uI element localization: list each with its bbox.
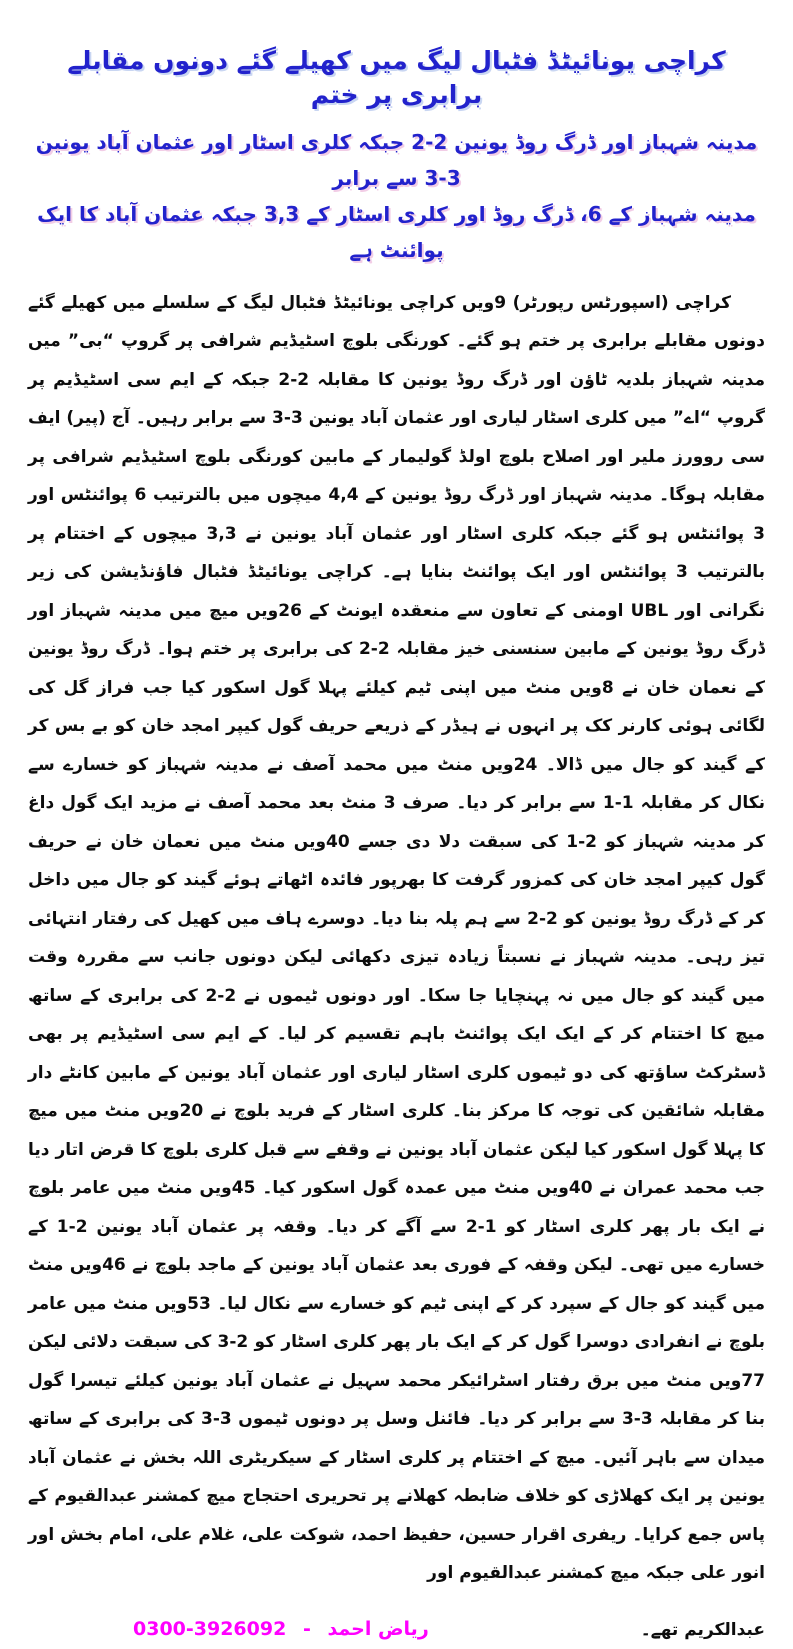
signature-separator: - — [303, 1618, 311, 1640]
article-body-text: کراچی (اسپورٹس رپورٹر) 9ویں کراچی یونائیٹڈ فٹبال لیگ کے سلسلے میں کھیلے گئے دونوں مقابلے برابری پر ختم ہو گئے۔ کورنگی بلوچ اسٹیڈیم شرافی پر گروپ “بی” میں مدینہ شہباز بلدیہ ٹاؤن اور ڈرگ روڈ یونین کا مقابلہ 2-2 جبکہ کے ایم سی اسٹیڈیم پر گروپ “اے” میں کلری اسٹار لیاری اور عثمان آباد یونین 3-3 سے برابر رہیں۔ آج (پیر) ایف سی روورز ملیر اور اصلاح بلوچ اولڈ گولیمار کے مابین کورنگی بلوچ اسٹیڈیم شرافی پر مقابلہ ہوگا۔ مدینہ شہباز اور ڈرگ روڈ یونین کے 4,4 میچوں میں بالترتیب 6 پوائنٹس اور 3 پوائنٹس ہو گئے جبکہ کلری اسٹار اور عثمان آباد یونین نے 3,3 میچوں کے اختتام پر بالترتیب 3 پوائنٹس اور ایک پوائنٹ بنایا ہے۔ کراچی یونائیٹڈ فٹبال فاؤنڈیشن کی زیر نگرانی اور UBL اومنی کے تعاون سے منعقدہ ایونٹ کے 26ویں میچ میں مدینہ شہباز اور ڈرگ روڈ یونین کے مابین سنسنی خیز مقابلہ 2-2 کی برابری پر ختم ہوا۔ ڈرگ روڈ یونین کے نعمان خان نے 8ویں منٹ میں اپنی ٹیم کیلئے پہلا گول اسکور کیا جب فراز گل کی لگائی ہوئی کارنر کک پر انہوں نے ہیڈر کے ذریعے حریف گول کیپر امجد خان کو بے بس کر کے گیند کو جال میں ڈالا۔ 24ویں منٹ میں محمد آصف نے مدینہ شہباز کو خسارے سے نکال کر مقابلہ 1-1 سے برابر کر دیا۔ صرف 3 منٹ بعد محمد آصف نے مزید ایک گول داغ کر مدینہ شہباز کو 2-1 کی سبقت دلا دی جسے 40ویں منٹ میں نعمان خان نے حریف گول کیپر امجد خان کی کمزور گرفت کا بھرپور فائدہ اٹھاتے ہوئے گیند کو جال میں داخل کر کے ڈرگ روڈ یونین کو 2-2 سے ہم پلہ بنا دیا۔ دوسرے ہاف میں کھیل کی رفتار انتہائی تیز رہی۔ مدینہ شہباز نے نسبتاً زیادہ تیزی دکھائی لیکن دونوں جانب سے مقررہ وقت میں گیند کو جال میں نہ پہنچایا جا سکا۔ اور دونوں ٹیموں نے 2-2 کی برابری کے ساتھ میچ کا اختتام کر کے ایک ایک پوائنٹ باہم تقسیم کر لیا۔ کے ایم سی اسٹیڈیم پر بھی ڈسٹرکٹ ساؤتھ کی دو ٹیموں کلری اسٹار لیاری اور عثمان آباد یونین کے مابین کانٹے دار مقابلہ شائقین کی توجہ کا مرکز بنا۔ کلری اسٹار کے فرید بلوچ نے 20ویں منٹ میں میچ کا پہلا گول اسکور کیا لیکن عثمان آباد یونین نے وقفے سے قبل کلری بلوچ کا قرض اتار دیا جب محمد عمران نے 40ویں منٹ میں عمدہ گول اسکور کیا۔ 45ویں منٹ میں عامر بلوچ نے ایک بار پھر کلری اسٹار کو 1-2 سے آگے کر دیا۔ وقفہ پر عثمان آباد یونین 2-1 کے خسارے میں تھی۔ لیکن وقفہ کے فوری بعد عثمان آباد یونین کے ماجد بلوچ نے 46ویں منٹ میں گیند کو جال کے سپرد کر کے اپنی ٹیم کو خسارے سے نکال لیا۔ 53ویں منٹ میں عامر بلوچ نے انفرادی دوسرا گول کر کے ایک بار پھر کلری اسٹار کو 2-3 کی سبقت دلائی لیکن 77ویں منٹ میں برق رفتار اسٹرائیکر محمد سہیل نے عثمان آباد یونین کیلئے تیسرا گول بنا کر مقابلہ 3-3 سے برابر کر دیا۔ فائنل وسل پر دونوں ٹیموں 3-3 کی برابری کے ساتھ میدان سے باہر آئیں۔ میچ کے اختتام پر کلری اسٹار کے سیکریٹری اللہ بخش نے عثمان آباد یونین پر ایک کھلاڑی کو خلاف ضابطہ کھلانے پر تحریری احتجاج میچ کمشنر عبدالقیوم کے پاس جمع کرایا۔ ریفری اقرار حسین، حفیظ احمد، شوکت علی، غلام علی، امام بخش اور انور علی جبکہ میچ کمشنر عبدالقیوم اور — [28, 284, 765, 1593]
reporter-signature — [133, 1610, 429, 1649]
article-headline: کراچی یونائیٹڈ فٹبال لیگ میں کھیلے گئے دونوں مقابلے برابری پر ختم — [28, 44, 765, 112]
reporter-name: ریاض احمد — [327, 1618, 428, 1640]
subheadline-points-table: مدینہ شہباز کے 6، ڈرگ روڈ اور کلری اسٹار کے 3,3 جبکہ عثمان آباد کا ایک پوائنٹ ہے — [28, 196, 765, 268]
reporter-phone-number: 0300-3926092 — [133, 1618, 286, 1640]
article-last-line: عبدالکریم تھے۔ — [641, 1611, 765, 1649]
subheadline-match-scores: مدینہ شہباز اور ڈرگ روڈ یونین 2-2 جبکہ کلری اسٹار اور عثمان آباد یونین 3-3 سے برابر — [28, 124, 765, 196]
article-last-row — [28, 1610, 765, 1649]
